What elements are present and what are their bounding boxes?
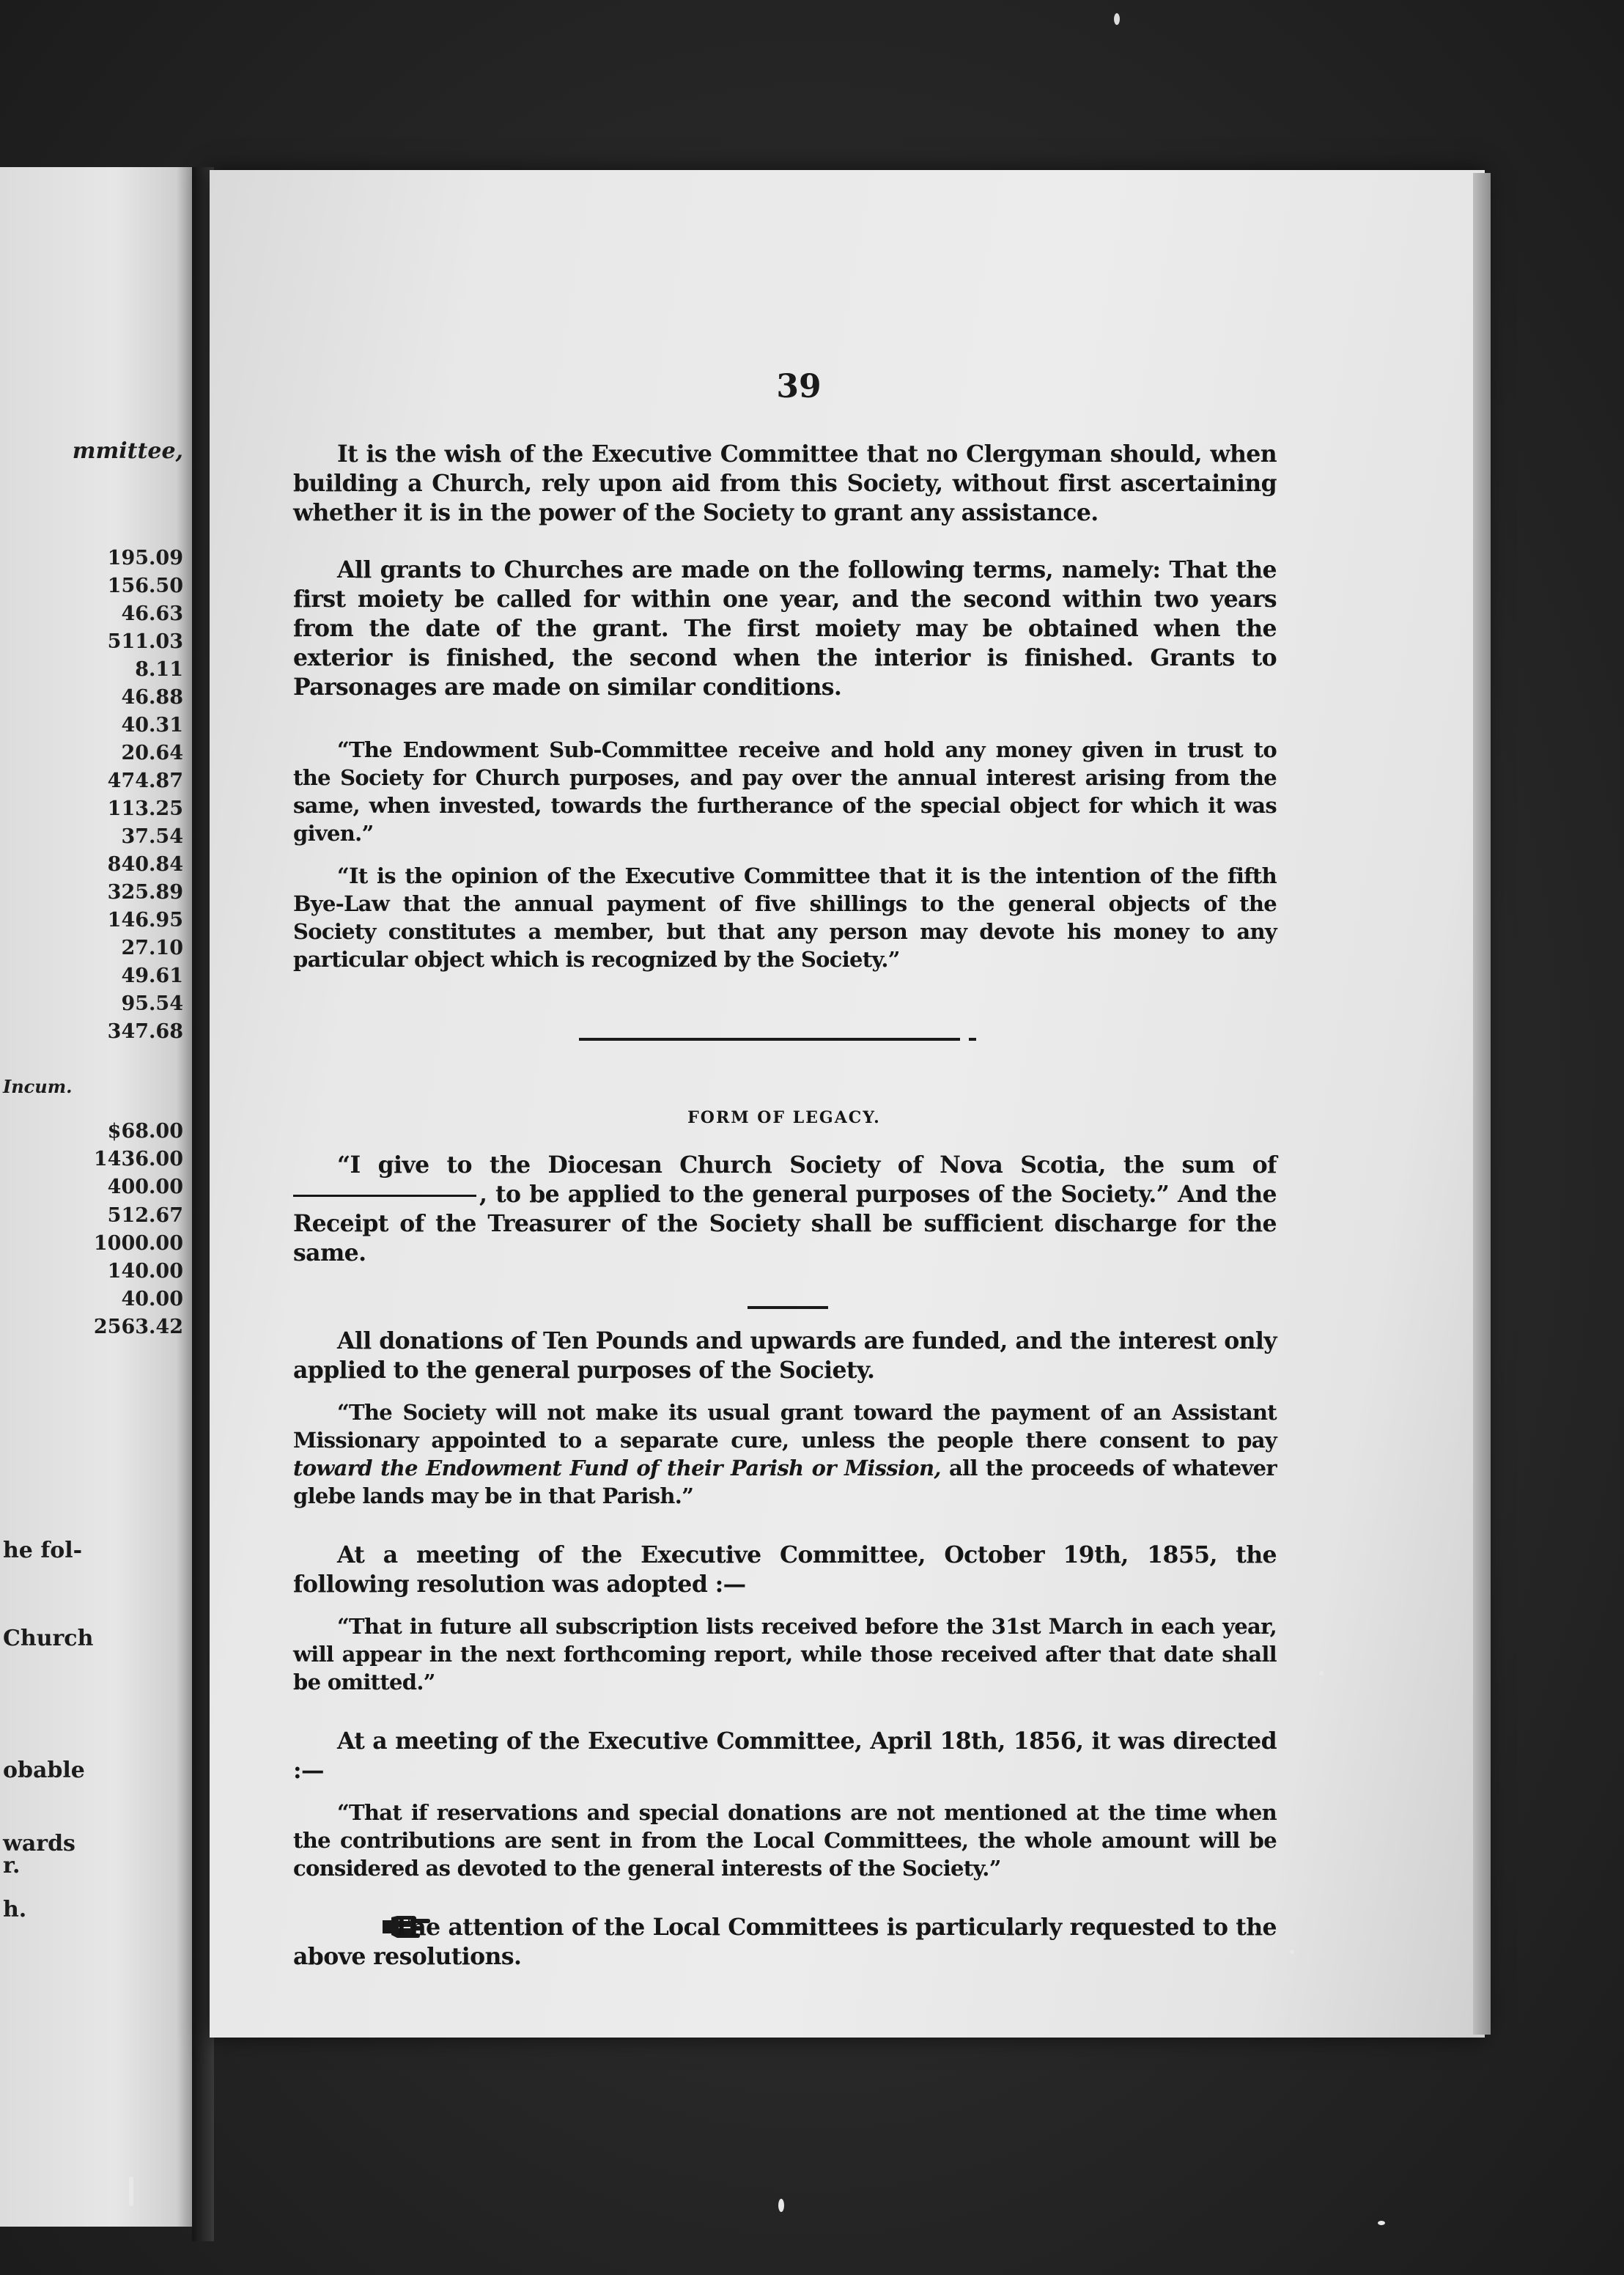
section-divider-dot [969,1038,976,1041]
left-figure-value: 49.61 [121,965,183,987]
left-figure-value: 474.87 [107,770,183,792]
page-edge [1473,173,1491,2035]
left-figure-value: 347.68 [107,1020,183,1043]
assistant-text-italic: toward the Endowment Fund of their Parish or Mission, [293,1456,941,1481]
paragraph-meeting-april: At a meeting of the Executive Committee, April 18th, 1856, it was directed :— [293,1728,1277,1784]
paragraph-grants: All grants to Churches are made on the following terms, namely: That the first moiety be called for within one year, and the second within two years from the date of the grant. The first moiety may be obtained when the exterior is finished, the second when the interior is finished. Grants to Parsonages are made on similar conditions. [293,556,1277,701]
legacy-heading: FORM OF LEGACY. [687,1108,881,1127]
left-figure-value: 40.31 [121,714,183,737]
left-figure-value: 512.67 [107,1203,183,1227]
paragraph-bye-law: “It is the opinion of the Executive Committee that it is the intention of the fifth Bye-Law that the annual payment of five shillings to the general objects of the Society constitutes a member, but that any person may devote his money to any particular object which is recognized by the Society.” [293,863,1277,972]
paragraph-meeting-october: At a meeting of the Executive Committee, October 19th, 1855, the following resolution was adopted :— [293,1541,1277,1598]
legacy-paragraph [293,1151,1277,1268]
paragraph-donations: All donations of Ten Pounds and upwards are funded, and the interest only applied to the general purposes of the Society. [293,1327,1277,1384]
assistant-text-end: all the proceeds of whatever glebe lands may be in that Parish.” [293,1456,1277,1508]
paragraph-attention [293,1913,1277,1972]
legacy-blank-line [293,1195,476,1197]
left-page-header: mmittee, [72,438,183,464]
attention-text: The attention of the Local Committees is particularly requested to the above resolutions. [293,1914,1277,1970]
left-page-subheader: Incum. [3,1076,73,1097]
left-figure-value: 146.95 [107,909,183,932]
left-text-fragment: h. [3,1897,27,1922]
left-figure-value: 195.09 [107,547,183,569]
left-figure-value: 511.03 [107,630,183,653]
left-figure-value: 140.00 [107,1260,183,1283]
section-divider [579,1038,960,1041]
left-figure-value: 27.10 [121,937,183,959]
left-figure-value: 46.88 [121,686,183,709]
left-figure-value: 40.00 [121,1288,183,1311]
left-figure-value: 46.63 [121,602,183,625]
left-figure-value: 325.89 [107,881,183,904]
legacy-text-start: “I give to the Diocesan Church Society of Nova Scotia, the sum of [337,1151,1277,1179]
left-text-fragment: Church [3,1626,94,1651]
left-text-fragment: he fol- [3,1538,83,1563]
left-figure-value: 113.25 [107,797,183,820]
paragraph-resolution-october: “That in future all subscription lists received before the 31st March in each year, will appear in the next forthcoming report, while those received after that date shall be omitted.” [293,1614,1277,1695]
left-figure-value: 840.84 [107,853,183,876]
left-figure-value: 156.50 [107,575,183,597]
paragraph-endowment: “The Endowment Sub-Committee receive and hold any money given in trust to the Society for Church purposes, and pay over the annual interest arising from the same, when invested, towards the furtherance of the special object for which it was given.” [293,737,1277,846]
paragraph-assistant-missionary [293,1398,1277,1510]
left-figure-value: $68.00 [107,1120,183,1143]
left-figure-value: 400.00 [107,1176,183,1199]
assistant-text-start: “The Society will not make its usual grant toward the payment of an Assistant Missionary appointed to a separate cure, unless the people there consent to pay [293,1400,1277,1453]
page-number: 39 [776,368,822,405]
left-text-fragment: obable [3,1758,85,1783]
legacy-text-end: , to be applied to the general purposes of the Society.” And the Receipt of the Treasurer of the Society shall be sufficient discharge for the same. [293,1181,1277,1266]
left-figure-value: 2563.42 [93,1316,183,1339]
pointing-hand-icon [337,1914,387,1939]
left-figure-value: 37.54 [121,825,183,848]
left-text-fragment: r. [3,1853,21,1878]
left-figure-value: 20.64 [121,742,183,764]
left-text-fragment: wards [3,1831,75,1856]
left-figure-value: 8.11 [135,658,183,681]
paragraph-clergyman: It is the wish of the Executive Committee that no Clergyman should, when building a Church, rely upon aid from this Society, without first ascertaining whether it is in the power of the Society to grant any assistance. [293,440,1277,526]
left-figure-value: 95.54 [121,992,183,1015]
paragraph-resolution-april: “That if reservations and special donations are not mentioned at the time when the contributions are sent in from the Local Committees, the whole amount will be considered as devoted to the general interests of the Society.” [293,1800,1277,1881]
left-figure-value: 1000.00 [93,1231,183,1255]
left-figure-value: 1436.00 [93,1148,183,1171]
short-divider [748,1306,828,1309]
left-facing-page [0,167,192,2227]
